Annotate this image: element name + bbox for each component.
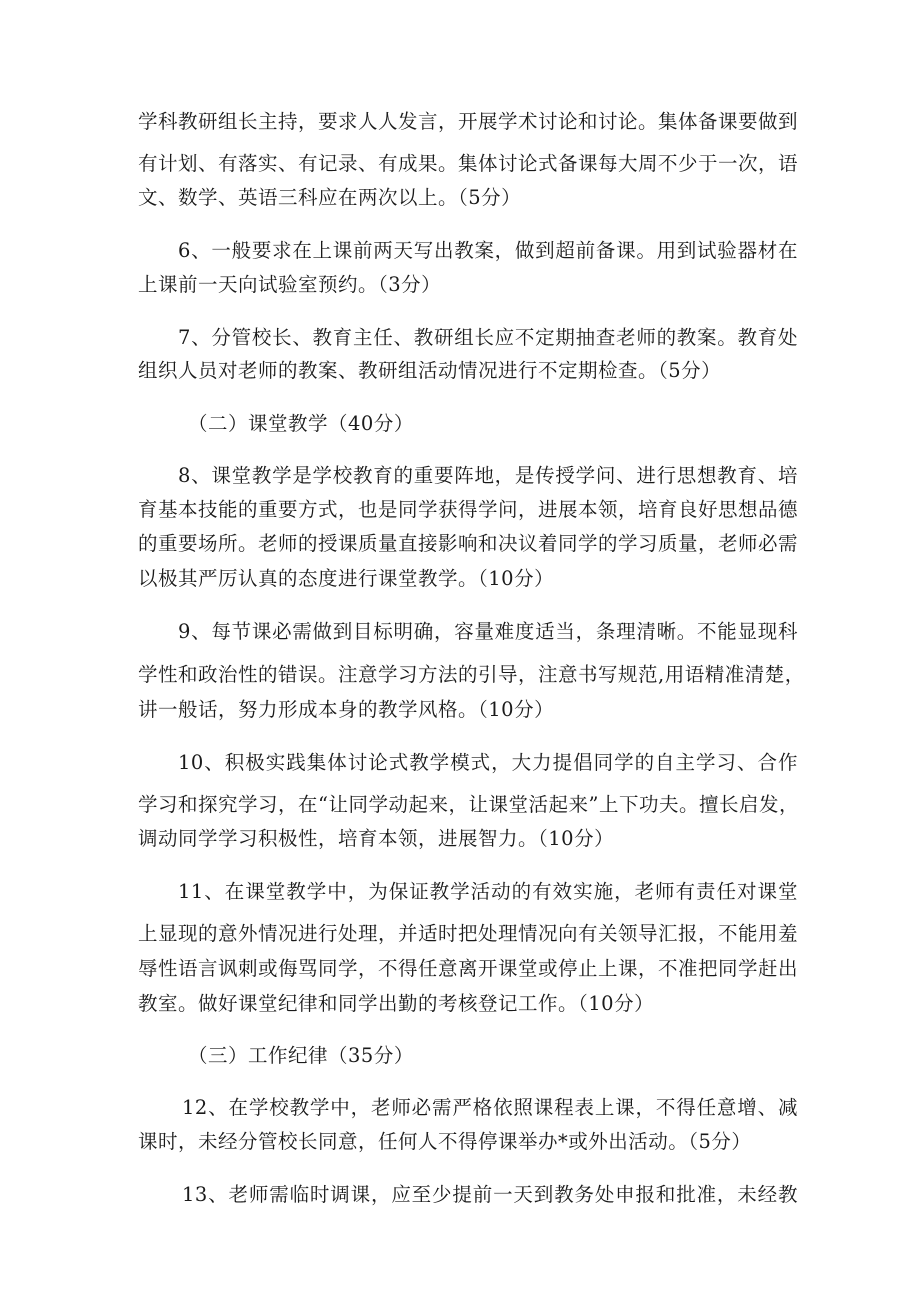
paragraph-12-line-1: 12、在学校教学中，老师必需严格依照课程表上课，不得任意增、减 xyxy=(182,1096,798,1119)
paragraph-8-line-1: 8、课堂教学是学校教育的重要阵地，是传授学问、进行思想教育、培 xyxy=(178,464,798,487)
paragraph-10-line-1: 10、积极实践集体讨论式教学模式，大力提倡同学的自主学习、合作 xyxy=(178,751,798,774)
paragraph-11-line-1: 11、在课堂教学中，为保证教学活动的有效实施，老师有责任对课堂 xyxy=(178,880,798,903)
paragraph-5-line-1: 学科教研组长主持，要求人人发言，开展学术讨论和讨论。集体备课要做到 xyxy=(138,110,799,133)
paragraph-6-line-1: 6、一般要求在上课前两天写出教案，做到超前备课。用到试验器材在 xyxy=(178,239,798,262)
paragraph-5-line-3: 文、数学、英语三科应在两次以上。（5分） xyxy=(138,186,522,209)
paragraph-8-line-4: 以极其严厉认真的态度进行课堂教学。（10分） xyxy=(138,567,555,590)
paragraph-7-line-2: 组织人员对老师的教案、教研组活动情况进行不定期检查。（5分） xyxy=(138,359,722,382)
paragraph-12-line-2: 课时，未经分管校长同意，任何人不得停课举办*或外出活动。（5分） xyxy=(138,1130,752,1153)
paragraph-8-line-3: 的重要场所。老师的授课质量直接影响和决议着同学的学习质量，老师必需 xyxy=(138,532,799,555)
paragraph-6-line-2: 上课前一天向试验室预约。（3分） xyxy=(138,273,442,296)
paragraph-11-line-2: 上显现的意外情况进行处理，并适时把处理情况向有关领导汇报，不能用羞 xyxy=(138,922,799,945)
paragraph-8-line-2: 育基本技能的重要方式，也是同学获得学问，进展本领，培育良好思想品德 xyxy=(138,498,799,521)
paragraph-9-line-3: 讲一般话，努力形成本身的教学风格。（10分） xyxy=(138,698,555,721)
section-heading-classroom-teaching: （二）课堂教学（40分） xyxy=(188,412,414,435)
paragraph-10-line-2: 学习和探究学习，在“让同学动起来，让课堂活起来”上下功夫。擅长启发， xyxy=(138,793,799,816)
paragraph-11-line-4: 教室。做好课堂纪律和同学出勤的考核登记工作。（10分） xyxy=(138,992,655,1015)
paragraph-10-line-3: 调动同学学习积极性，培育本领，进展智力。（10分） xyxy=(138,827,615,850)
paragraph-13-line-1: 13、老师需临时调课，应至少提前一天到教务处申报和批准，未经教 xyxy=(182,1183,798,1206)
paragraph-9-line-1: 9、每节课必需做到目标明确，容量难度适当，条理清晰。不能显现科 xyxy=(178,620,798,643)
paragraph-7-line-1: 7、分管校长、教育主任、教研组长应不定期抽查老师的教案。教育处 xyxy=(178,326,798,349)
paragraph-9-line-2: 学性和政治性的错误。注意学习方法的引导，注意书写规范,用语精准清楚， xyxy=(138,663,805,686)
paragraph-11-line-3: 辱性语言讽刺或侮骂同学，不得任意离开课堂或停止上课，不准把同学赶出 xyxy=(138,957,799,980)
section-heading-work-discipline: （三）工作纪律（35分） xyxy=(188,1044,414,1067)
paragraph-5-line-2: 有计划、有落实、有记录、有成果。集体讨论式备课每大周不少于一次，语 xyxy=(138,152,799,175)
